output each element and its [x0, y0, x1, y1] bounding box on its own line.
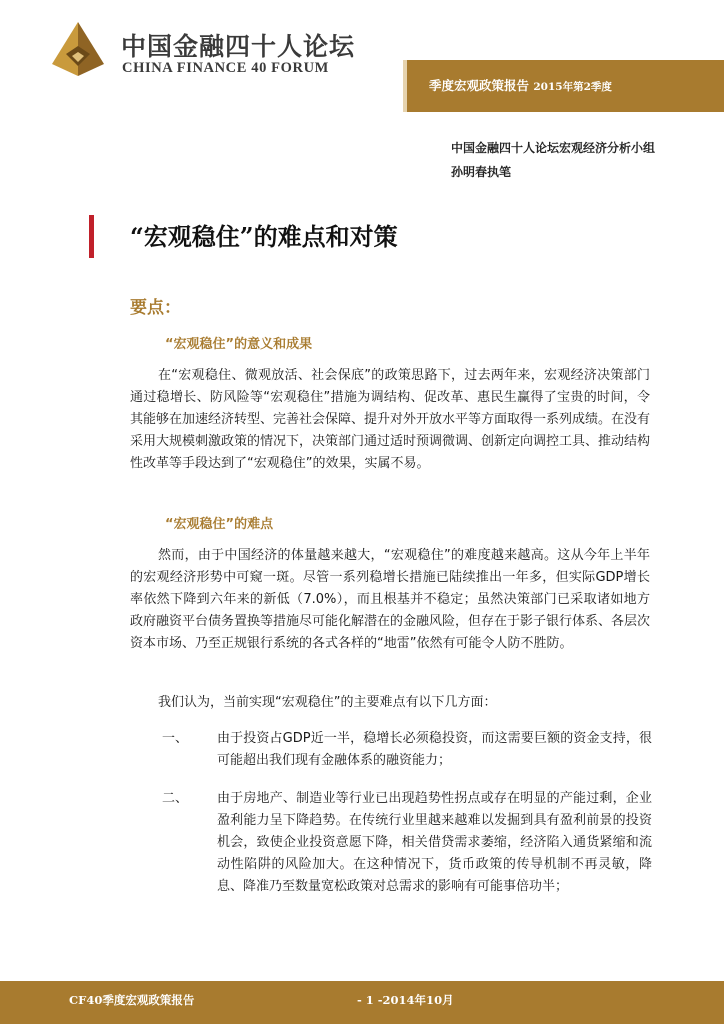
list-item-text: 由于投资占GDP近一半，稳增长必须稳投资，而这需要巨额的资金支持，很可能超出我们现有金融体系的融资能力；: [217, 731, 652, 768]
org-name-en: CHINA FINANCE 40 FORUM: [122, 60, 329, 76]
title-accent-bar: [89, 215, 94, 258]
byline-group: 中国金融四十人论坛宏观经济分析小组: [451, 141, 656, 155]
page-title: “宏观稳住”的难点和对策: [130, 222, 398, 251]
paragraph-difficulties-intro: 我们认为，当前实现“宏观稳住”的主要难点有以下几方面：: [158, 695, 497, 710]
byline-writer: 孙明春执笔: [451, 165, 512, 179]
report-period: 2015年第2季度: [533, 81, 612, 93]
paragraph-difficulties: 然而，由于中国经济的体量越来越大，“宏观稳住”的难度越来越高。这从今年上半年的宏观经济形势中可窥一斑。尽管一系列稳增长措施已陆续推出一年多，但实际GDP增长率依然下降到六年来的新低（7.0%），而且根基并不稳定；虽然决策部门已采取诸如地方政府融资平台债务置换等措施尽可能化解潜在的金融风险，但存在于影子银行体系、各层次资本市场、乃至正规银行系统的各式各样的“地雷”依然有可能令人防不胜防。: [130, 548, 651, 651]
footer-page-date: - 1 -2014年10月: [357, 993, 454, 1007]
list-item-number: 一、: [162, 731, 189, 746]
footer-report-name: CF40季度宏观政策报告: [69, 993, 195, 1007]
section-heading-significance: “宏观稳住”的意义和成果: [165, 337, 313, 352]
report-title: 季度宏观政策报告: [429, 78, 530, 93]
org-name-cn: 中国金融四十人论坛: [121, 32, 356, 61]
page-footer: [0, 981, 724, 1024]
list-item-text: 由于房地产、制造业等行业已出现趋势性拐点或存在明显的产能过剩，企业盈利能力呈下降趋势。在传统行业里越来越难以发掘到具有盈利前景的投资机会，致使企业投资意愿下降，相关借贷需求萎缩，经济陷入通货紧缩和流动性陷阱的风险加大。在这种情况下，货币政策的传导机制不再灵敏，降息、降准乃至数量宽松政策对总需求的影响有可能事倍功半；: [217, 791, 652, 894]
report-header-text: [429, 76, 612, 94]
key-points-label: 要点：: [130, 298, 181, 318]
paragraph-significance: 在“宏观稳住、微观放活、社会保底”的政策思路下，过去两年来，宏观经济决策部门通过稳增长、防风险等“宏观稳住”措施为调结构、促改革、惠民生赢得了宝贵的时间，令其能够在加速经济转型、完善社会保障、提升对外开放水平等方面取得一系列成绩。在没有采用大规模刺激政策的情况下，决策部门通过适时预调微调、创新定向调控工具、推动结构性改革等手段达到了“宏观稳住”的效果，实属不易。: [130, 368, 651, 471]
list-item-number: 二、: [162, 791, 189, 806]
section-heading-difficulties: “宏观稳住”的难点: [165, 517, 274, 532]
cf40-pyramid-logo-icon: [50, 20, 106, 78]
report-header-band: [403, 60, 724, 112]
